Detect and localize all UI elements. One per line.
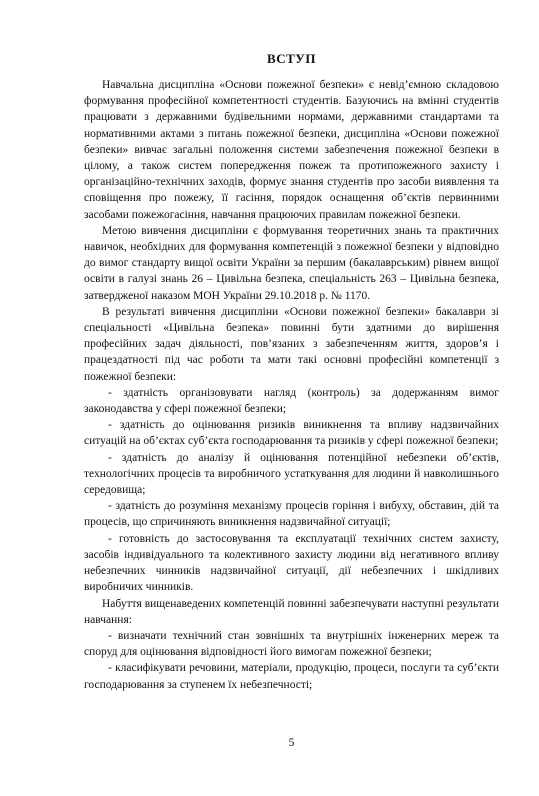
competency-item: - здатність до оцінювання ризиків виникнення та впливу надзвичайних ситуацій на об’єктах суб’єкта господарювання та ризиків у сфері пожежної безпеки; bbox=[84, 419, 499, 448]
page-number: 5 bbox=[288, 737, 295, 749]
competency-item: - готовність до застосовування та експлуатації технічних систем захисту, засобів індивідуального та колективного захисту людини від негативного впливу небезпечних чинників надзвичайної ситуації, дії небезпечних і шкідливих виробничих чинників. bbox=[84, 532, 499, 594]
goal-paragraph: Метою вивчення дисципліни є формування теоретичних знань та практичних навичок, необхідних для формування компетенцій з пожежної безпеки у відповідно до вимог стандарту вищої освіти України за першим (бакалаврським) рівнем вищої освіти в галузі знань 26 – Цивільна безпека, спеціальність 263 – Цивільна безпека, затвердженої наказом МОН України 29.10.2018 р. № 1170. bbox=[84, 224, 499, 302]
result-item: - визначати технічний стан зовнішніх та внутрішніх інженерних мереж та споруд для оцінювання відповідності його вимогам пожежної безпеки; bbox=[84, 629, 499, 659]
intro-paragraph: Навчальна дисципліна «Основи пожежної безпеки» є невід’ємною складовою формування професійної компетентності студентів. Базуючись на вмінні студентів працювати з державними будівельними нормами, державними стандартами та нормативними актами з питань пожежної безпеки, дисципліна «Основи пожежної безпеки» вивчає загальні положення системи забезпечення пожежної безпеки в цілому, а також систем попередження пожеж та протипожежного захисту і організаційно-технічних заходів, формує знання студентів про засоби виявлення та сповіщення про пожежу, її гасіння, порядок оснащення об’єктів первинними засобами пожежогасіння, навчання працюючих правилам пожежної безпеки. bbox=[84, 79, 499, 221]
outcomes-paragraph: В результаті вивчення дисципліни «Основи пожежної безпеки» бакалаври зі спеціальності «Цивільна безпека» повинні бути здатними до вирішення професійних задач діяльності, пов’язаних з забезпеченням життя, здоров’я і працездатності під час роботи та мати такі основні професійні компетенції з пожежної безпеки: bbox=[84, 305, 499, 383]
results-intro-paragraph: Набуття вищенаведених компетенцій повинні забезпечувати наступні результати навчання: bbox=[84, 597, 499, 626]
section-title: ВСТУП bbox=[267, 51, 316, 66]
competency-item: - здатність організовувати нагляд (контроль) за додержанням вимог законодавства у сфері пожежної безпеки; bbox=[84, 386, 499, 416]
competency-item: - здатність до розуміння механізму процесів горіння і вибуху, обставин, дій та процесів, що спричиняють виникнення надзвичайної ситуації; bbox=[84, 500, 499, 529]
result-item: - класифікувати речовини, матеріали, продукцію, процеси, послуги та суб’єкти господарювання за ступенем їх небезпечності; bbox=[84, 662, 499, 691]
body-text bbox=[84, 77, 499, 693]
competency-item: - здатність до аналізу й оцінювання потенційної небезпеки об’єктів, технологічних процесів та виробничого устаткування для людини й навколишнього середовища; bbox=[84, 451, 499, 497]
